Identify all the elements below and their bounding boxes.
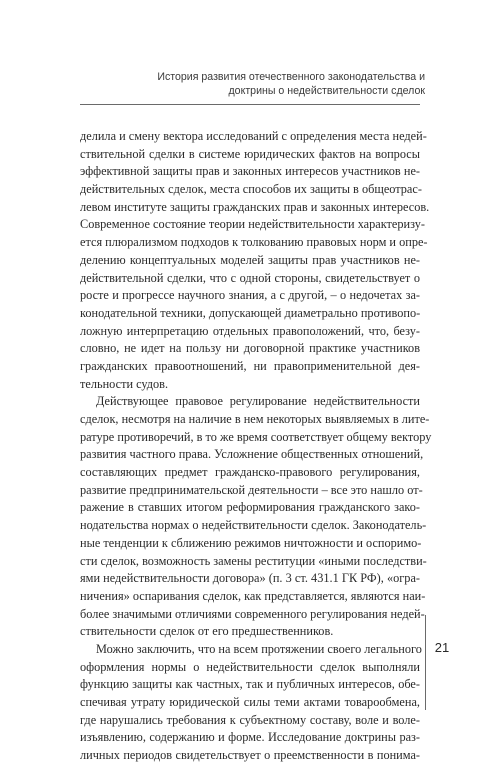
text-line: составляющих предмет гражданско-правового регулирования,	[80, 465, 420, 480]
text-line: Можно заключить, что на всем протяжении своего легального	[96, 641, 422, 656]
text-line: тельности судов.	[80, 376, 169, 391]
text-line: ется плюрализмом подходов к толкованию правовых норм и опре-	[80, 235, 428, 250]
text-line: нодательства нормах о недействительности сделок. Законодатель-	[80, 518, 427, 533]
text-line: спечивая утрату юридической силы теми актами товарообмена,	[80, 695, 420, 709]
text-line: росте и прогрессе научного знания, а с другой, – о недочетах за-	[80, 288, 420, 303]
text-line: более значимыми отличиями современного регулирования недей-	[80, 606, 425, 621]
running-header-line-2: доктрины о недействительности сделок	[228, 85, 425, 97]
text-line: развитие предпринимательской деятельности – все это нашло от-	[80, 482, 423, 497]
text-line: личных периодов свидетельствует о преемственности в понима-	[80, 748, 420, 763]
paragraph-2	[80, 393, 432, 641]
text-line: ражение в ставших итогом реформирования гражданского зако-	[80, 500, 420, 515]
text-line: ствительности сделок от его предшественников.	[80, 624, 334, 639]
text-line: ствительной сделки в системе юридических фактов на вопросы	[80, 146, 420, 161]
body-text	[80, 128, 432, 765]
running-header-line-1: История развития отечественного законодательства и	[157, 71, 425, 83]
text-line: Действующее правовое регулирование недействительности	[96, 394, 420, 409]
text-line: словно, не идет на пользу ни договорной практике участников	[80, 341, 420, 356]
text-line: делению концептуальных моделей защиты прав участников не-	[80, 252, 420, 267]
text-line: ложную интерпретацию отдельных правоположений, что, безу-	[80, 323, 420, 338]
text-line: функцию защиты как частных, так и публичных интересов, обе-	[80, 677, 420, 692]
text-line: сти сделок, возможность замены реституции «иными последстви-	[80, 553, 427, 568]
text-line: действительных сделок, места способов их защиты в общеотрас-	[80, 182, 422, 197]
text-line: изъявлению, содержанию и форме. Исследование доктрины раз-	[80, 730, 420, 745]
text-line: левом институте защиты гражданских прав и законных интересов.	[80, 199, 430, 214]
text-line: ратуре противоречий, в то же время соответствует общему вектору	[80, 429, 432, 444]
text-line: эффективной защиты прав и законных интересов участников не-	[80, 164, 420, 179]
text-line: ями недействительности договора» (п. 3 ст. 431.1 ГК РФ), «огра-	[80, 571, 420, 586]
text-line: Современное состояние теории недействительности характеризу-	[80, 217, 425, 232]
text-line: сделок, несмотря на наличие в нем некоторых выявляемых в лите-	[80, 412, 430, 426]
text-line: конодательной техники, допускающей диаметрально противопо-	[80, 305, 421, 320]
text-line: где нарушались требования к субъектному составу, воле и воле-	[80, 712, 420, 727]
paragraph-1	[80, 128, 430, 393]
page-number-rule	[425, 615, 426, 710]
text-line: делила и смену вектора исследований с определения места недей-	[80, 129, 427, 143]
text-line: развития частного права. Усложнение общественных отношений,	[80, 447, 424, 462]
text-line: оформления нормы о недействительности сделок выполняли	[80, 659, 420, 674]
header-rule	[80, 104, 420, 105]
text-line: ные тенденции к сближению режимов ничтожности и оспоримо-	[80, 535, 422, 550]
running-header	[85, 70, 425, 98]
text-line: ничения» оспаривания сделок, как представляется, являются наи-	[80, 588, 426, 603]
text-line: гражданских правоотношений, ни правоприменительной дея-	[80, 358, 420, 373]
text-line: действительной сделки, что с одной стороны, свидетельствует о	[80, 270, 420, 285]
page-number: 21	[434, 640, 450, 655]
paragraph-3	[80, 641, 420, 765]
